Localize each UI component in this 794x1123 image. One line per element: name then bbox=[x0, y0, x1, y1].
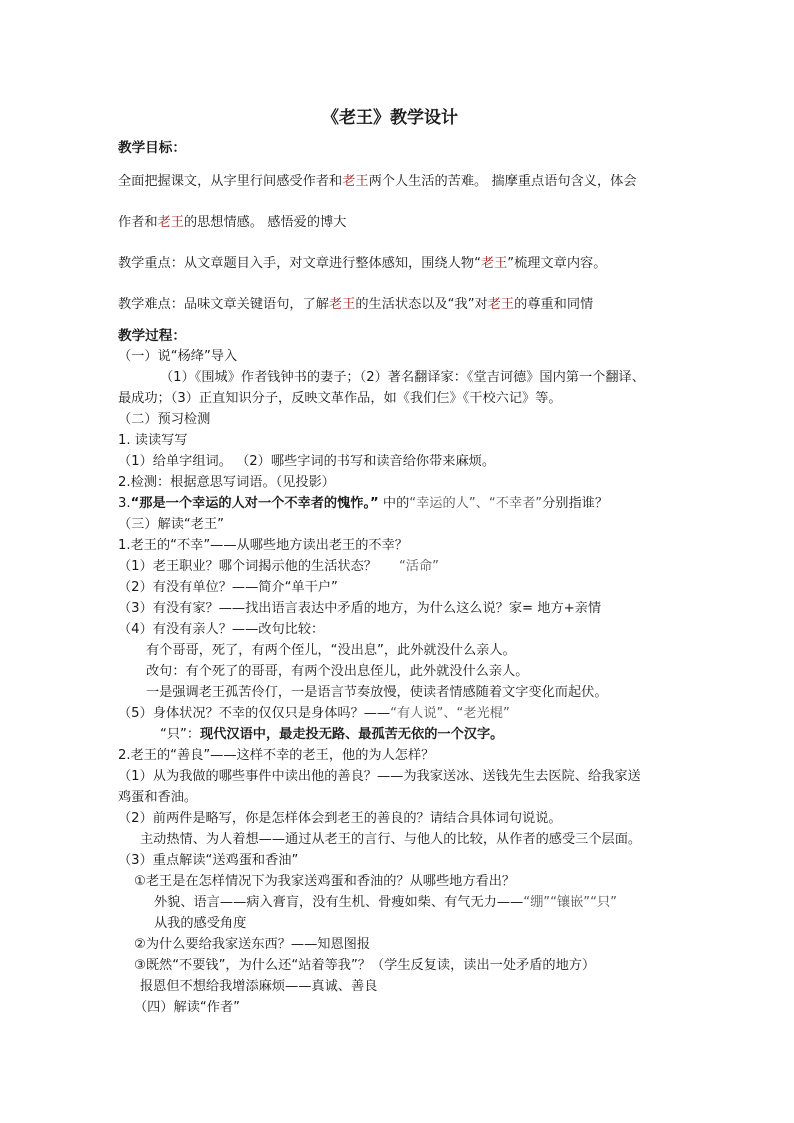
text-line: 2.老王的“善良”——这样不幸的老王，他的为人怎样？ bbox=[118, 748, 435, 763]
objectives-line-1: 全面把握课文，从字里行间感受作者和老王两个人生活的苦难。 揣摩重点语句含义，体会 bbox=[118, 174, 637, 189]
text-line: （1）《围城》作者钱钟书的妻子；（2）著名翻译家：《堂吉诃德》国内第一个翻译、 bbox=[160, 370, 645, 385]
section-1-heading: （一）说“杨绛”导入 bbox=[118, 349, 238, 364]
section-4-heading: （四）解读“作者” bbox=[134, 1000, 240, 1015]
text-line: （3）重点解读“送鸡蛋和香油” bbox=[118, 853, 299, 868]
text-line: （5）身体状况？不幸的仅仅只是身体吗？——“有人说”、“老光棍” bbox=[118, 706, 510, 721]
text-line: 一是强调老王孤苦伶仃，一是语言节奏放慢，使读者情感随着文字变化而起伏。 bbox=[146, 685, 608, 700]
text-line: 3.“那是一个幸运的人对一个不幸者的愧怍。” 中的“幸运的人”、“不幸者”分别指谁？ bbox=[118, 496, 609, 511]
text-line: 鸡蛋和香油。 bbox=[118, 790, 198, 805]
process-heading: 教学过程： bbox=[118, 328, 186, 344]
text-line: （2）前两件是略写，你是怎样体会到老王的善良的？请结合具体词句说说。 bbox=[118, 811, 562, 826]
key-point-line: 教学重点：从文章题目入手，对文章进行整体感知，围绕人物“老王”梳理文章内容。 bbox=[118, 256, 607, 271]
text-line: 报恩但不想给我增添麻烦——真诚、善良 bbox=[140, 979, 378, 994]
objectives-heading: 教学目标： bbox=[118, 140, 186, 156]
text-line: 1. 读读写写 bbox=[118, 433, 188, 448]
text-line: （3）有没有家？——找出语言表达中矛盾的地方，为什么这么说？家= 地方+亲情 bbox=[118, 601, 602, 616]
page-title: 《老王》教学设计 bbox=[322, 108, 458, 128]
text-line: （4）有没有亲人？——改句比较： bbox=[118, 622, 325, 637]
text-line: 外貌、语言——病入膏肓，没有生机、骨瘦如柴、有气无力——“绷”“镶嵌”“只” bbox=[154, 895, 617, 910]
text-line: 主动热情、为人着想——通过从老王的言行、与他人的比较，从作者的感受三个层面。 bbox=[140, 832, 642, 847]
text-line: 有个哥哥，死了，有两个侄儿，“没出息”，此外就没什么亲人。 bbox=[146, 643, 516, 658]
text-line: （1）给单字组词。 （2）哪些字词的书写和读音给你带来麻烦。 bbox=[118, 454, 496, 469]
difficulty-line: 教学难点：品味文章关键语句，了解老王的生活状态以及“我”对老王的尊重和同情 bbox=[118, 297, 594, 312]
text-line: “只”：现代汉语中，最走投无路、最孤苦无依的一个汉字。 bbox=[160, 727, 504, 742]
text-line: ②为什么要给我家送东西？——知恩图报 bbox=[134, 937, 371, 952]
text-line: 最成功；（3）正直知识分子，反映文革作品，如《我们仨》《干校六记》等。 bbox=[118, 391, 562, 406]
text-line: （1）老王职业？哪个词揭示他的生活状态？ “活命” bbox=[118, 559, 439, 574]
text-line: 1.老王的“不幸”——从哪些地方读出老王的不幸？ bbox=[118, 538, 408, 553]
text-line: 改句：有个死了的哥哥，有两个没出息侄儿，此外就没什么亲人。 bbox=[146, 664, 529, 679]
text-line: （1）从为我做的哪些事件中读出他的善良？——为我家送冰、送钱先生去医院、给我家送 bbox=[118, 769, 641, 784]
text-line: 从我的感受角度 bbox=[154, 916, 247, 931]
text-line: ③既然“不要钱”，为什么还“站着等我”？（学生反复读，读出一处矛盾的地方） bbox=[134, 958, 596, 973]
section-3-heading: （三）解读“老王” bbox=[118, 517, 224, 532]
objectives-line-2: 作者和老王的思想情感。 感悟爱的博大 bbox=[118, 215, 347, 230]
text-line: （2）有没有单位？——简介“单干户” bbox=[118, 580, 338, 595]
text-line: 2.检测：根据意思写词语。（见投影） bbox=[118, 475, 335, 490]
section-2-heading: （二）预习检测 bbox=[118, 412, 211, 427]
text-line: ①老王是在怎样情况下为我家送鸡蛋和香油的？从哪些地方看出？ bbox=[134, 874, 516, 889]
